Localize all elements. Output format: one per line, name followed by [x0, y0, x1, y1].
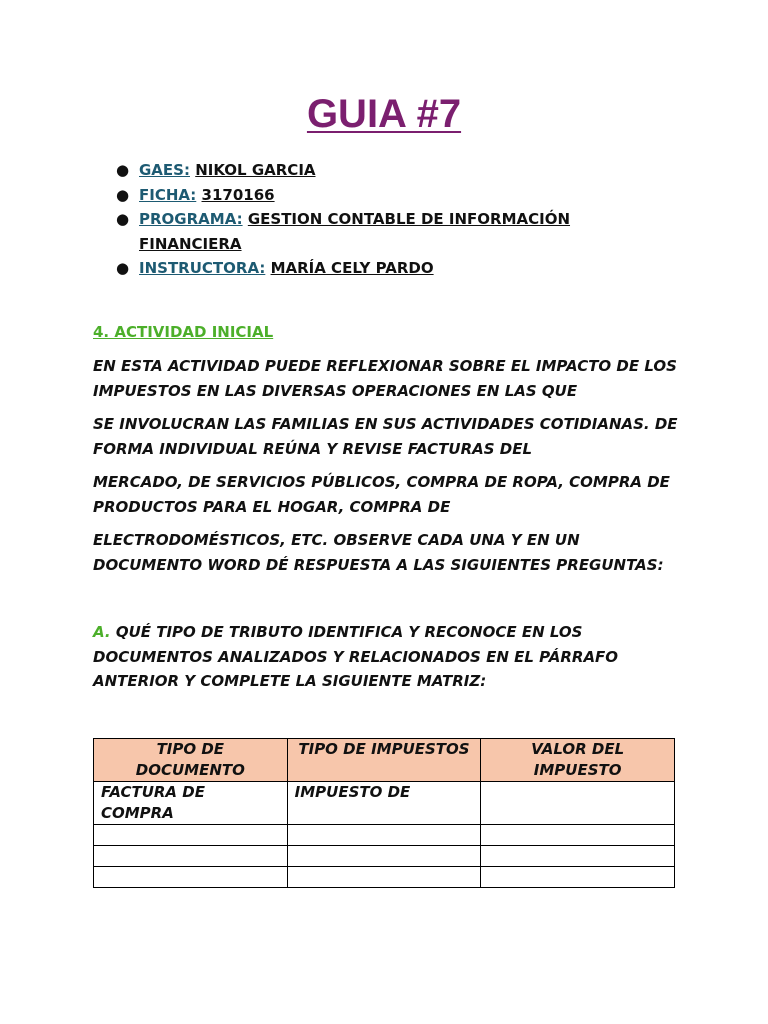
table-cell: IMPUESTO DE	[287, 782, 481, 825]
table-header-cell: VALOR DEL IMPUESTO	[481, 739, 675, 782]
info-item-gaes	[116, 158, 659, 183]
bullet-icon: ●	[116, 185, 130, 204]
table-cell	[481, 846, 675, 867]
table-cell	[94, 867, 288, 888]
question-text: QUÉ TIPO DE TRIBUTO IDENTIFICA Y RECONOCE EN LOS DOCUMENTOS ANALIZADOS Y RELACIONADOS EN EL PÁRRAFO ANTERIOR Y COMPLETE LA SIGUIENTE MATRIZ:	[93, 623, 619, 690]
question-paragraph	[93, 620, 693, 694]
table-header-cell: TIPO DE DOCUMENTO	[94, 739, 288, 782]
info-value: 3170166	[201, 185, 275, 204]
table-row	[94, 782, 675, 825]
table-cell	[287, 846, 481, 867]
table-row	[94, 846, 675, 867]
info-value: MARÍA CELY PARDO	[270, 259, 434, 277]
paragraph: MERCADO, DE SERVICIOS PÚBLICOS, COMPRA DE ROPA, COMPRA DE PRODUCTOS PARA EL HOGAR, COMPRA DE	[93, 473, 670, 516]
bullet-icon: ●	[116, 210, 130, 228]
tax-matrix-table	[93, 738, 675, 888]
info-label: PROGRAMA:	[139, 210, 243, 228]
paragraph: SE INVOLUCRAN LAS FAMILIAS EN SUS ACTIVIDADES COTIDIANAS. DE FORMA INDIVIDUAL REÚNA Y REVISE FACTURAS DEL	[93, 415, 678, 458]
table-cell	[94, 825, 288, 846]
table-cell	[481, 867, 675, 888]
page-title: GUIA #7	[306, 92, 462, 136]
table-cell	[287, 825, 481, 846]
table-cell	[287, 867, 481, 888]
info-label: FICHA:	[139, 185, 197, 204]
question-label: A.	[93, 623, 111, 641]
table-row	[94, 825, 675, 846]
table-header-cell: TIPO DE IMPUESTOS	[287, 739, 481, 782]
info-list	[116, 158, 659, 281]
table-header-row	[94, 739, 675, 782]
table-cell	[481, 782, 675, 825]
paragraph: EN ESTA ACTIVIDAD PUEDE REFLEXIONAR SOBRE EL IMPACTO DE LOS IMPUESTOS EN LAS DIVERSAS OPERACIONES EN LAS QUE	[93, 357, 677, 400]
info-item-instructora	[116, 256, 659, 281]
info-item-programa	[116, 207, 659, 256]
info-item-ficha	[116, 183, 659, 208]
table-cell	[94, 846, 288, 867]
bullet-icon: ●	[116, 161, 130, 179]
table-row	[94, 867, 675, 888]
info-label: GAES:	[139, 161, 190, 179]
table-cell	[481, 825, 675, 846]
paragraph: ELECTRODOMÉSTICOS, ETC. OBSERVE CADA UNA Y EN UN DOCUMENTO WORD DÉ RESPUESTA A LAS SIGUIENTES PREGUNTAS:	[93, 531, 664, 574]
table-cell: FACTURA DE COMPRA	[94, 782, 288, 825]
info-value: NIKOL GARCIA	[195, 161, 316, 179]
info-label: INSTRUCTORA:	[139, 259, 266, 277]
section-heading: 4. ACTIVIDAD INICIAL	[93, 323, 274, 341]
info-value: GESTION CONTABLE DE INFORMACIÓN FINANCIERA	[139, 210, 571, 253]
bullet-icon: ●	[116, 259, 130, 277]
